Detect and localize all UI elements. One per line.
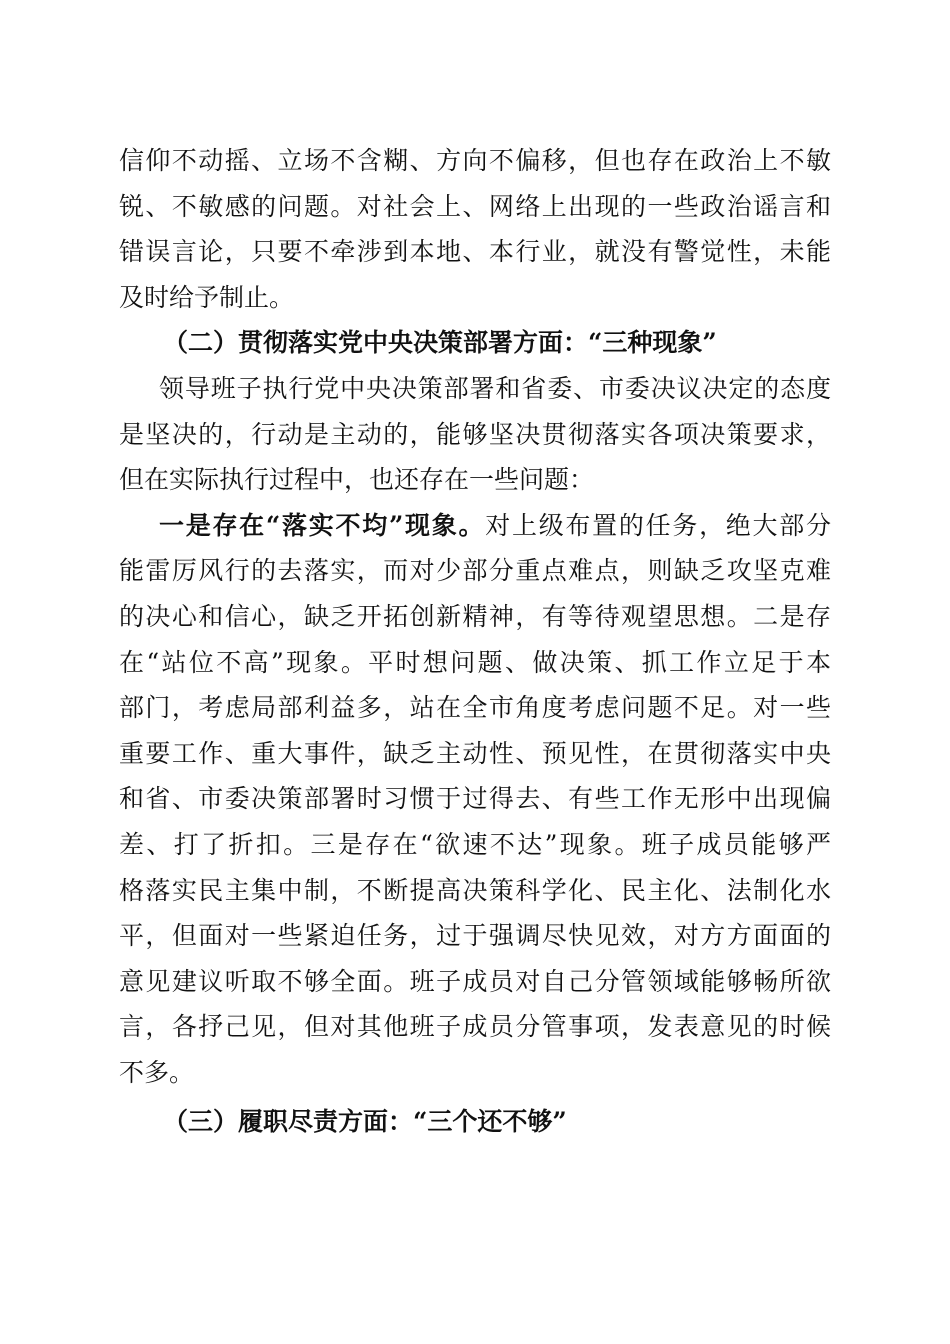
paragraph-line: 言，各抒己见，但对其他班子成员分管事项，发表意见的时候 <box>119 1012 831 1042</box>
paragraph-line: 不多。 <box>119 1057 195 1087</box>
paragraph-line: 在“站位不高”现象。平时想问题、做决策、抓工作立足于本 <box>119 647 831 677</box>
section-heading-3: （三）履职尽责方面：“三个还不够” <box>163 1107 567 1137</box>
paragraph-line: 格落实民主集中制，不断提高决策科学化、民主化、法制化水 <box>119 875 831 905</box>
lead-bold-text: 一是存在“落实不均”现象。 <box>159 510 486 540</box>
paragraph-line: 平，但面对一些紧迫任务，过于强调尽快见效，对方方面面的 <box>119 921 831 951</box>
paragraph-line: 重要工作、重大事件，缺乏主动性、预见性，在贯彻落实中央 <box>119 738 831 768</box>
paragraph-line: 信仰不动摇、立场不含糊、方向不偏移，但也存在政治上不敏 <box>119 146 831 175</box>
paragraph-line: 及时给予制止。 <box>119 282 295 312</box>
paragraph-line: 错误言论，只要不牵涉到本地、本行业，就没有警觉性，未能 <box>119 237 831 267</box>
paragraph-line: 领导班子执行党中央决策部署和省委、市委决议决定的态度 <box>159 373 831 403</box>
paragraph-line: 但在实际执行过程中，也还存在一些问题： <box>119 465 595 495</box>
paragraph-line: 意见建议听取不够全面。班子成员对自己分管领域能够畅所欲 <box>119 966 831 996</box>
document-page <box>119 138 831 1145</box>
paragraph-line: 差、打了折扣。三是存在“欲速不达”现象。班子成员能够严 <box>119 829 831 859</box>
paragraph-line: 能雷厉风行的去落实，而对少部分重点难点，则缺乏攻坚克难 <box>119 556 831 586</box>
paragraph-line: 部门，考虑局部利益多，站在全市角度考虑问题不足。对一些 <box>119 693 831 723</box>
paragraph-line: 是坚决的，行动是主动的，能够坚决贯彻落实各项决策要求， <box>119 419 831 449</box>
lead-text: 对上级布置的任务，绝大部分 <box>485 510 831 540</box>
section-heading-2: （二）贯彻落实党中央决策部署方面：“三种现象” <box>163 328 717 358</box>
paragraph-lead-line <box>119 503 831 549</box>
paragraph-line: 的决心和信心，缺乏开拓创新精神，有等待观望思想。二是存 <box>119 601 831 631</box>
paragraph-line: 锐、不敏感的问题。对社会上、网络上出现的一些政治谣言和 <box>119 191 831 221</box>
paragraph-line: 和省、市委决策部署时习惯于过得去、有些工作无形中出现偏 <box>119 784 831 814</box>
